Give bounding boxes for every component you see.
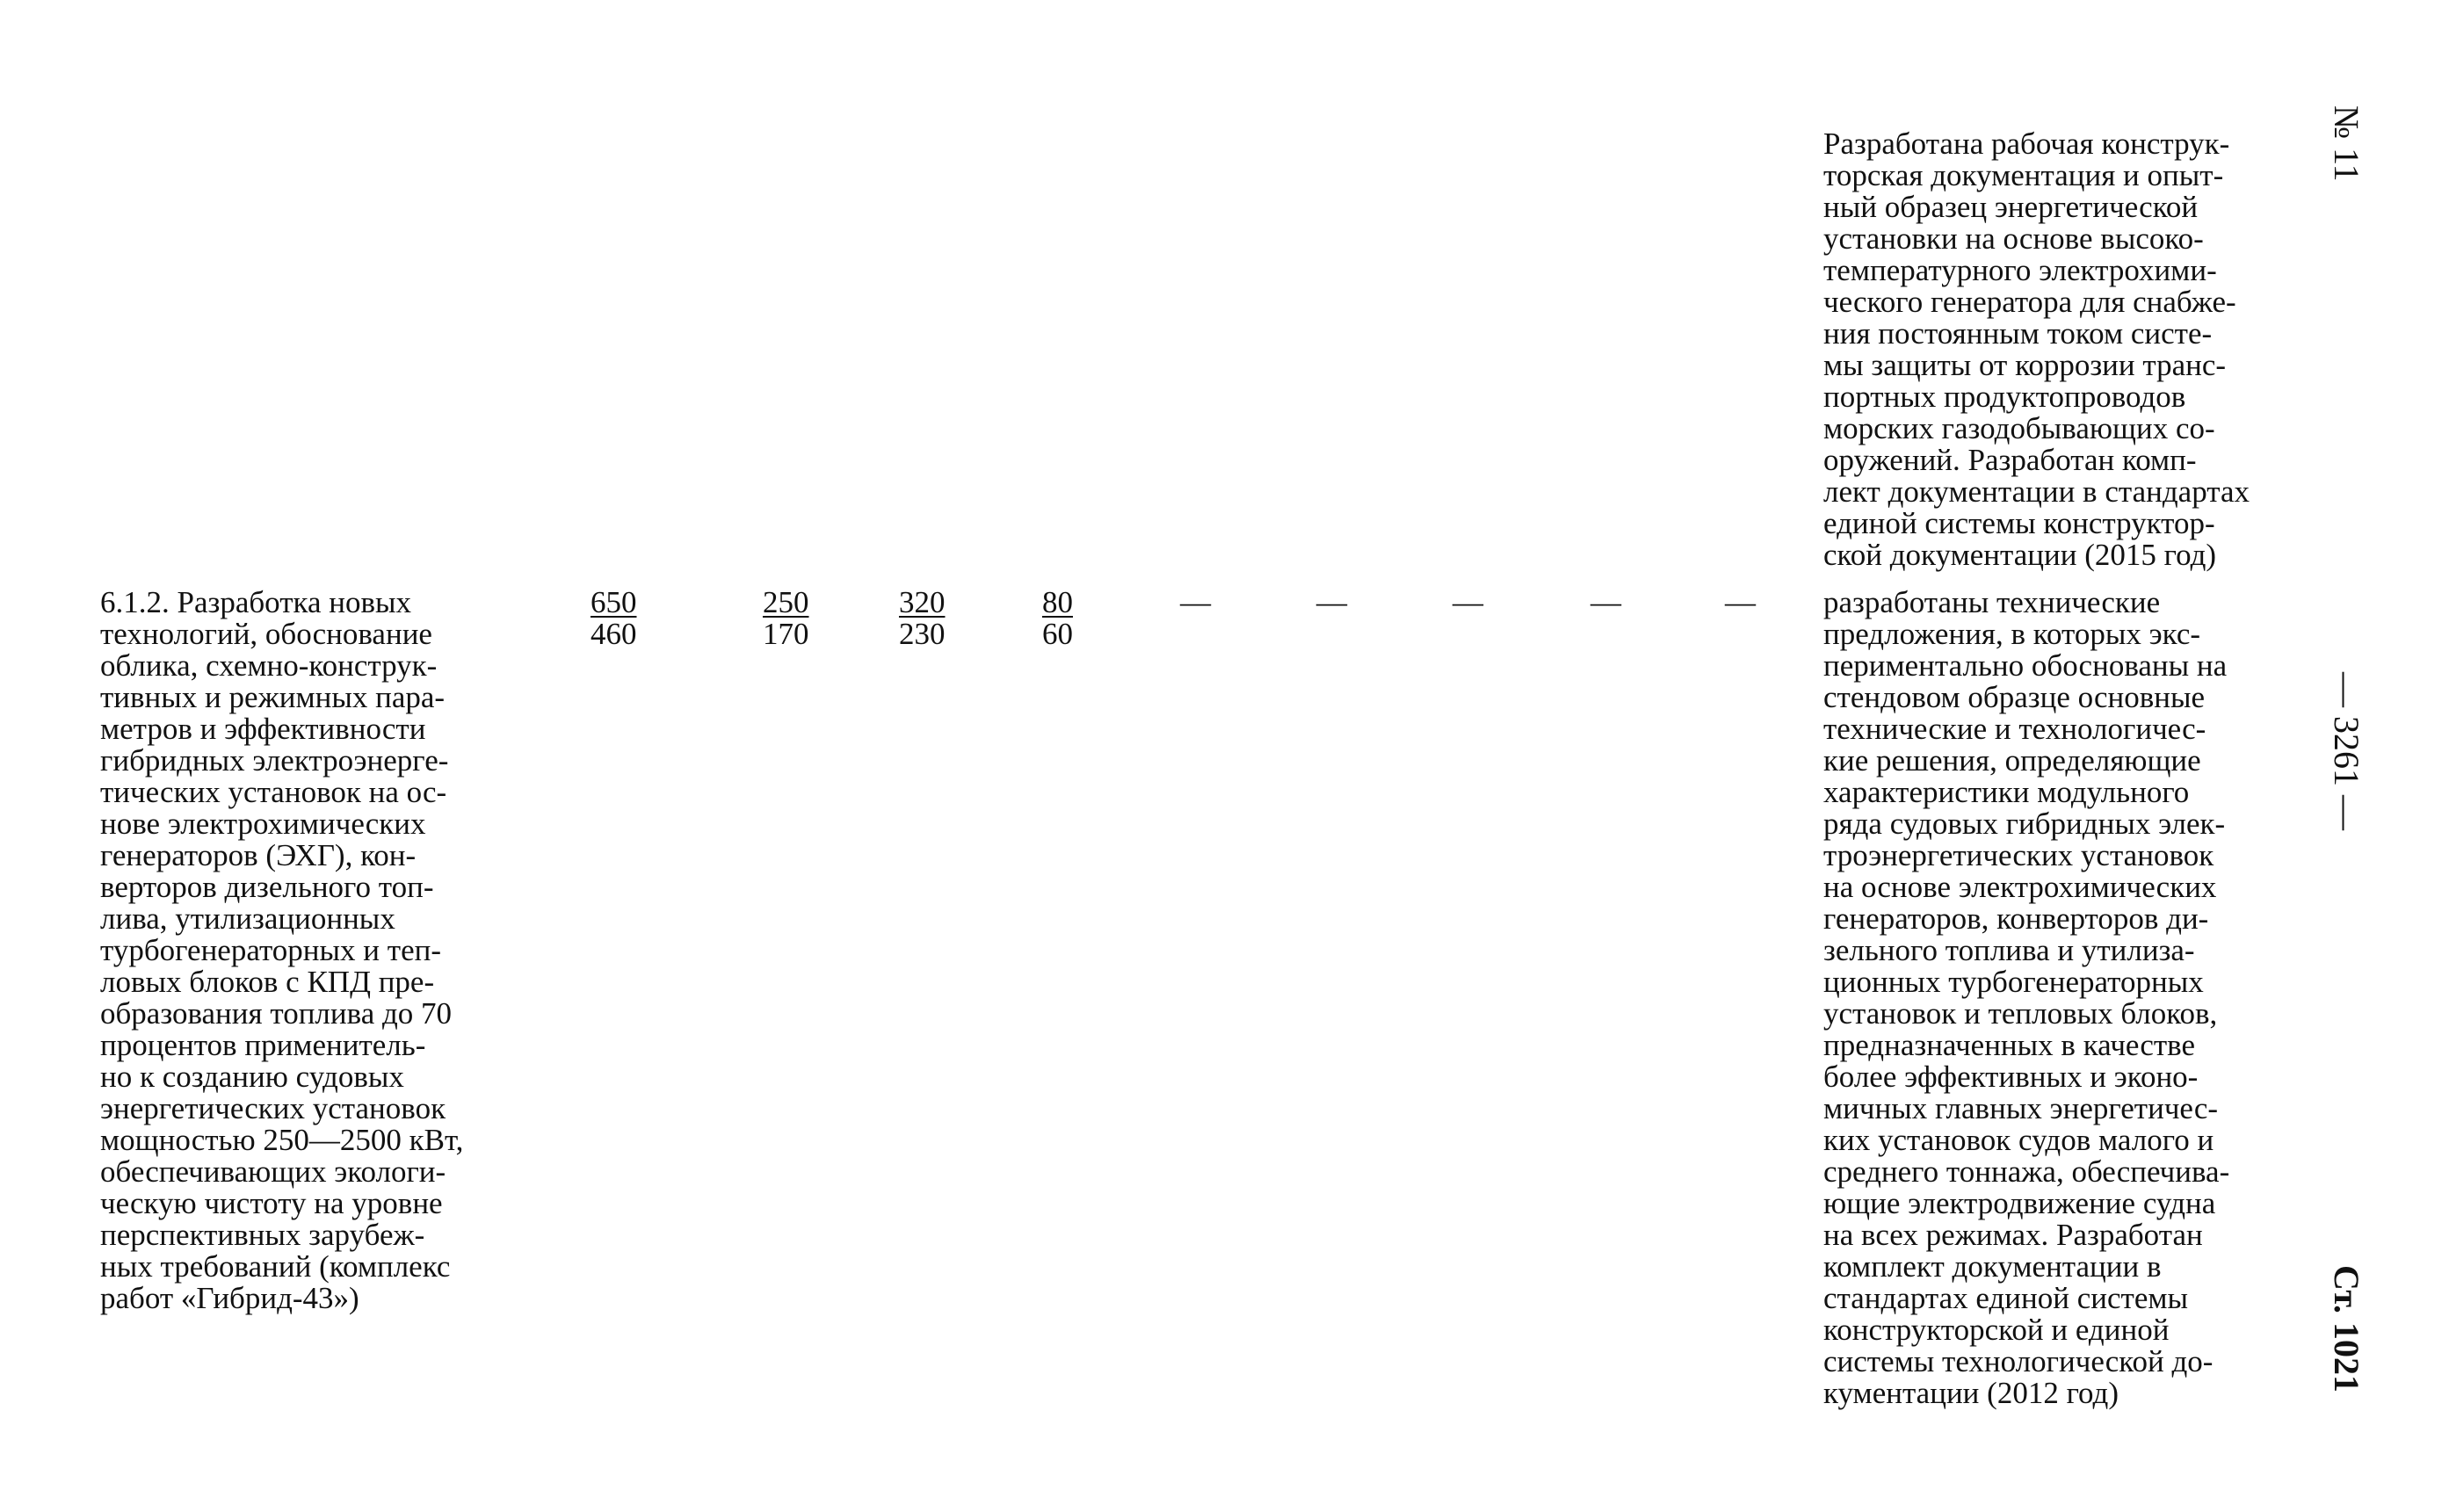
value-bottom-2: 170 bbox=[763, 617, 809, 651]
empty-cell-dash-1: — bbox=[1180, 585, 1211, 619]
row-description: 6.1.2. Разработка новых технологий, обоснование облика, схемно-конструк- тивных и режимных пара- метров и эффективности гибридных электроэнерге- тических установок на ос- нове электрохимических генераторов (ЭХГ), кон- верторов дизельного топ- лива, утилизационных турбогенераторных и теп- ловых блоков с КПД пре- образования топлива до 70 процентов применитель- но к созданию судовых энергетических установок мощностью 250—2500 кВт, обеспечивающих экологи- ческую чистоту на уровне перспективных зарубеж- ных требований (комплекс работ «Гибрид-43») bbox=[100, 585, 464, 1315]
value-fraction-3 bbox=[899, 587, 946, 650]
value-bottom-3: 230 bbox=[899, 617, 946, 651]
value-top-3: 320 bbox=[899, 585, 946, 619]
previous-row-outcome-paragraph: Разработана рабочая конструк- торская документация и опыт- ный образец энергетической установки на основе высоко- температурного электрохими- ческого генератора для снабже- ния постоянным током систе- мы защиты от коррозии транс- портных продуктопроводов морских газодобывающих со- оружений. Разработан комп- лект документации в стандартах единой системы конструктор- ской документации (2015 год) bbox=[1823, 127, 2250, 572]
empty-cell-dash-2: — bbox=[1316, 585, 1347, 619]
value-fraction-1 bbox=[591, 587, 637, 650]
value-top-1: 650 bbox=[591, 585, 637, 619]
empty-cell-dash-3: — bbox=[1453, 585, 1483, 619]
value-top-2: 250 bbox=[763, 585, 809, 619]
value-bottom-4: 60 bbox=[1042, 617, 1073, 651]
page-number: — 3261 — bbox=[2327, 672, 2366, 830]
issue-number: № 11 bbox=[2327, 105, 2366, 182]
empty-cell-dash-5: — bbox=[1725, 585, 1756, 619]
row-outcome: разработаны технические предложения, в которых экс- периментально обоснованы на стендовом образце основные технические и технологичес- кие решения, определяющие характеристики модульного ряда судовых гибридных элек- троэнергетических установок на основе электрохимических генераторов, конверторов ди- зельного топлива и утилиза- ционных турбогенераторных установок и тепловых блоков, предназначенных в качестве более эффективных и эконо- мичных главных энергетичес- ких установок судов малого и среднего тоннажа, обеспечива- ющие электродвижение судна на всех режимах. Разработан комплект документации в стандартах единой системы конструкторской и единой системы технологической до- кументации (2012 год) bbox=[1823, 585, 2230, 1410]
value-top-4: 80 bbox=[1042, 585, 1073, 619]
article-number: Ст. 1021 bbox=[2327, 1265, 2366, 1393]
value-bottom-1: 460 bbox=[591, 617, 637, 651]
value-fraction-2 bbox=[763, 587, 809, 650]
empty-cell-dash-4: — bbox=[1590, 585, 1621, 619]
value-fraction-4 bbox=[1042, 587, 1073, 650]
